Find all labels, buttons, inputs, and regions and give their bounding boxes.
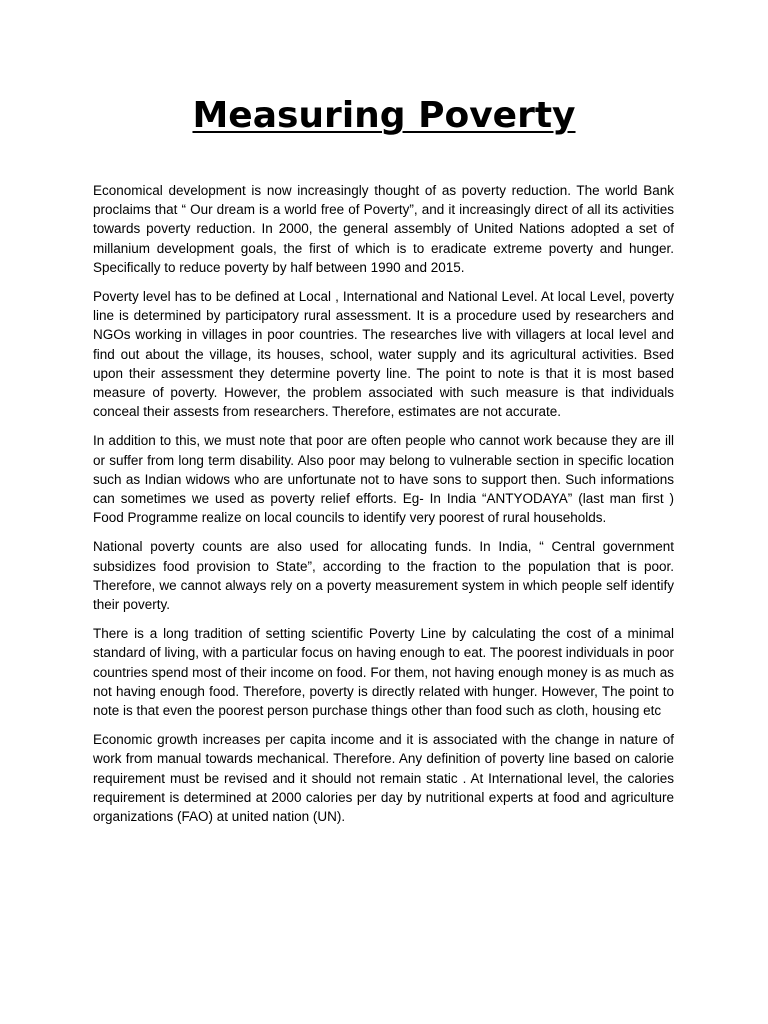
paragraph-5: There is a long tradition of setting scientific Poverty Line by calculating the cost of a minimal standard of living, with a particular focus on having enough to eat. The poorest individuals in poor countries spend most of their income on food. For them, not having enough money is as much as not having enough food. Therefore, poverty is directly related with hunger. However, The point to note is that even the poorest person purchase things other than food such as cloth, housing etc xyxy=(93,626,674,719)
document-body xyxy=(93,181,674,836)
paragraph-1: Economical development is now increasingly thought of as poverty reduction. The world Bank proclaims that “ Our dream is a world free of Poverty”, and it increasingly direct of all its activities towards poverty reduction. In 2000, the general assembly of United Nations adopted a set of millanium development goals, the first of which is to eradicate extreme poverty and hunger. Specifically to reduce poverty by half between 1990 and 2015. xyxy=(93,183,674,275)
paragraph-6: Economic growth increases per capita income and it is associated with the change in nature of work from manual towards mechanical. Therefore. Any definition of poverty line based on calorie requirement must be revised and it should not remain static . At International level, the calories requirement is determined at 2000 calories per day by nutritional experts at food and agriculture organizations (FAO) at united nation (UN). xyxy=(93,732,674,825)
paragraph-2: Poverty level has to be defined at Local , International and National Level. At local Level, poverty line is determined by participatory rural assessment. It is a procedure used by researchers and NGOs working in villages in poor countries. The researches live with villagers at local level and find out about the village, its houses, school, water supply and its agricultural activities. Bsed upon their assessment they determine poverty line. The point to note is that it is most based measure of poverty. However, the problem associated with such measure is that individuals conceal their assests from researchers. Therefore, estimates are not accurate. xyxy=(93,289,674,420)
document-title-text: Measuring Poverty xyxy=(192,95,576,136)
document-title xyxy=(0,92,768,140)
paragraph-3: In addition to this, we must note that poor are often people who cannot work because they are ill or suffer from long term disability. Also poor may belong to vulnerable section in specific location such as Indian widows who are unfortunate not to have sons to support then. Such informations can sometimes we used as poverty relief efforts. Eg- In India “ANTYODAYA” (last man first ) Food Programme realize on local councils to identify very poorest of rural households. xyxy=(93,433,674,526)
paragraph-4: National poverty counts are also used for allocating funds. In India, “ Central government subsidizes food provision to State”, according to the fraction to the population that is poor. Therefore, we cannot always rely on a poverty measurement system in which people self identify their poverty. xyxy=(93,539,674,613)
